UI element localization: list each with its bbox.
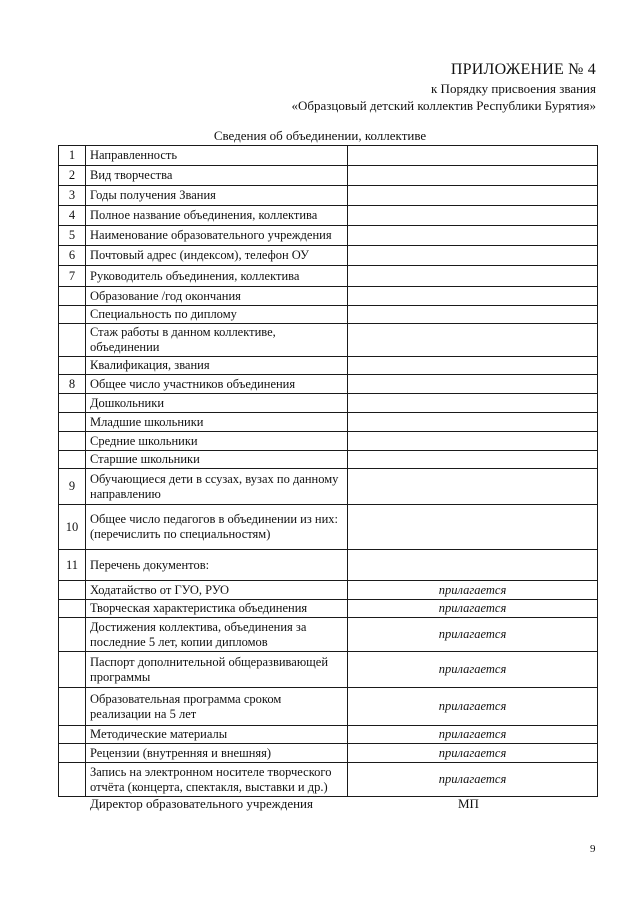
row-value	[348, 394, 598, 413]
row-number	[59, 688, 86, 726]
table-row	[59, 394, 598, 413]
row-value	[348, 432, 598, 451]
table-row	[59, 600, 598, 618]
row-number: 8	[59, 375, 86, 394]
table-row	[59, 726, 598, 744]
row-label: Ходатайство от ГУО, РУО	[86, 581, 348, 600]
row-label: Достижения коллектива, объединения за последние 5 лет, копии дипломов	[86, 618, 348, 652]
table-row	[59, 146, 598, 166]
row-number	[59, 413, 86, 432]
appendix-subtitle: к Порядку присвоения звания	[430, 81, 596, 96]
row-value	[348, 324, 598, 357]
table-row	[59, 324, 598, 357]
table-row	[59, 226, 598, 246]
table-row	[59, 206, 598, 226]
row-value: прилагается	[348, 600, 598, 618]
row-number: 6	[59, 246, 86, 266]
row-label: Направленность	[86, 146, 348, 166]
table-row	[59, 186, 598, 206]
table-row	[59, 744, 598, 763]
row-number	[59, 306, 86, 324]
row-number	[59, 432, 86, 451]
row-value	[348, 375, 598, 394]
row-label: Рецензии (внутренняя и внешняя)	[86, 744, 348, 763]
row-number: 9	[59, 469, 86, 505]
row-number	[59, 618, 86, 652]
row-value: прилагается	[348, 763, 598, 797]
row-value	[348, 357, 598, 375]
row-value	[348, 451, 598, 469]
table-row	[59, 357, 598, 375]
row-value	[348, 550, 598, 581]
row-number: 5	[59, 226, 86, 246]
row-value	[348, 166, 598, 186]
row-value	[348, 226, 598, 246]
table-row	[59, 432, 598, 451]
row-value	[348, 186, 598, 206]
table-row	[59, 166, 598, 186]
row-number: 1	[59, 146, 86, 166]
table-row	[59, 451, 598, 469]
row-value: прилагается	[348, 618, 598, 652]
table-row	[59, 550, 598, 581]
table-row	[59, 413, 598, 432]
table-row	[59, 763, 598, 797]
row-label: Полное название объединения, коллектива	[86, 206, 348, 226]
row-number	[59, 324, 86, 357]
row-number: 2	[59, 166, 86, 186]
row-value	[348, 413, 598, 432]
row-value	[348, 266, 598, 287]
table-row	[59, 652, 598, 688]
table-title: Сведения об объединении, коллективе	[213, 128, 427, 143]
appendix-subtitle-2: «Образцовый детский коллектив Республики Бурятия»	[291, 98, 596, 113]
row-label: Наименование образовательного учреждения	[86, 226, 348, 246]
row-label: Дошкольники	[86, 394, 348, 413]
row-number	[59, 763, 86, 797]
row-number	[59, 726, 86, 744]
row-number: 11	[59, 550, 86, 581]
row-number: 3	[59, 186, 86, 206]
row-label: Запись на электронном носителе творческого отчёта (концерта, спектакля, выставки и др.)	[86, 763, 348, 797]
table-row	[59, 306, 598, 324]
row-label: Младшие школьники	[86, 413, 348, 432]
row-label: Годы получения Звания	[86, 186, 348, 206]
row-label: Специальность по диплому	[86, 306, 348, 324]
table-row	[59, 505, 598, 550]
table-row	[59, 618, 598, 652]
row-number	[59, 394, 86, 413]
row-value: прилагается	[348, 726, 598, 744]
row-number	[59, 287, 86, 306]
row-number: 10	[59, 505, 86, 550]
table-row	[59, 581, 598, 600]
row-value: прилагается	[348, 581, 598, 600]
row-label: Перечень документов:	[86, 550, 348, 581]
row-number	[59, 451, 86, 469]
row-value	[348, 287, 598, 306]
row-label: Образование /год окончания	[86, 287, 348, 306]
appendix-title: ПРИЛОЖЕНИЕ № 4	[450, 61, 596, 78]
row-value	[348, 469, 598, 505]
row-label: Руководитель объединения, коллектива	[86, 266, 348, 287]
row-value: прилагается	[348, 688, 598, 726]
row-label: Образовательная программа сроком реализации на 5 лет	[86, 688, 348, 726]
row-label: Обучающиеся дети в ссузах, вузах по данному направлению	[86, 469, 348, 505]
row-label: Старшие школьники	[86, 451, 348, 469]
row-label: Методические материалы	[86, 726, 348, 744]
row-label: Почтовый адрес (индексом), телефон ОУ	[86, 246, 348, 266]
row-label: Общее число педагогов в объединении из них: (перечислить по специальностям)	[86, 505, 348, 550]
table-row	[59, 469, 598, 505]
table-row	[59, 375, 598, 394]
info-table	[58, 145, 598, 797]
row-label: Паспорт дополнительной общеразвивающей программы	[86, 652, 348, 688]
stamp-label: МП	[458, 796, 479, 811]
row-number: 4	[59, 206, 86, 226]
row-value	[348, 146, 598, 166]
row-value	[348, 206, 598, 226]
row-label: Стаж работы в данном коллективе, объединении	[86, 324, 348, 357]
director-signature-label: Директор образовательного учреждения	[90, 796, 313, 811]
row-value: прилагается	[348, 652, 598, 688]
row-number	[59, 744, 86, 763]
row-number	[59, 357, 86, 375]
row-number	[59, 581, 86, 600]
table-row	[59, 246, 598, 266]
table-row	[59, 266, 598, 287]
row-number	[59, 600, 86, 618]
table-row	[59, 287, 598, 306]
row-value	[348, 246, 598, 266]
row-label: Общее число участников объединения	[86, 375, 348, 394]
row-label: Вид творчества	[86, 166, 348, 186]
table-row	[59, 688, 598, 726]
row-label: Творческая характеристика объединения	[86, 600, 348, 618]
row-number: 7	[59, 266, 86, 287]
row-value: прилагается	[348, 744, 598, 763]
row-value	[348, 505, 598, 550]
row-value	[348, 306, 598, 324]
row-label: Средние школьники	[86, 432, 348, 451]
row-label: Квалификация, звания	[86, 357, 348, 375]
row-number	[59, 652, 86, 688]
appendix-header	[291, 60, 596, 114]
page-number: 9	[590, 843, 596, 855]
